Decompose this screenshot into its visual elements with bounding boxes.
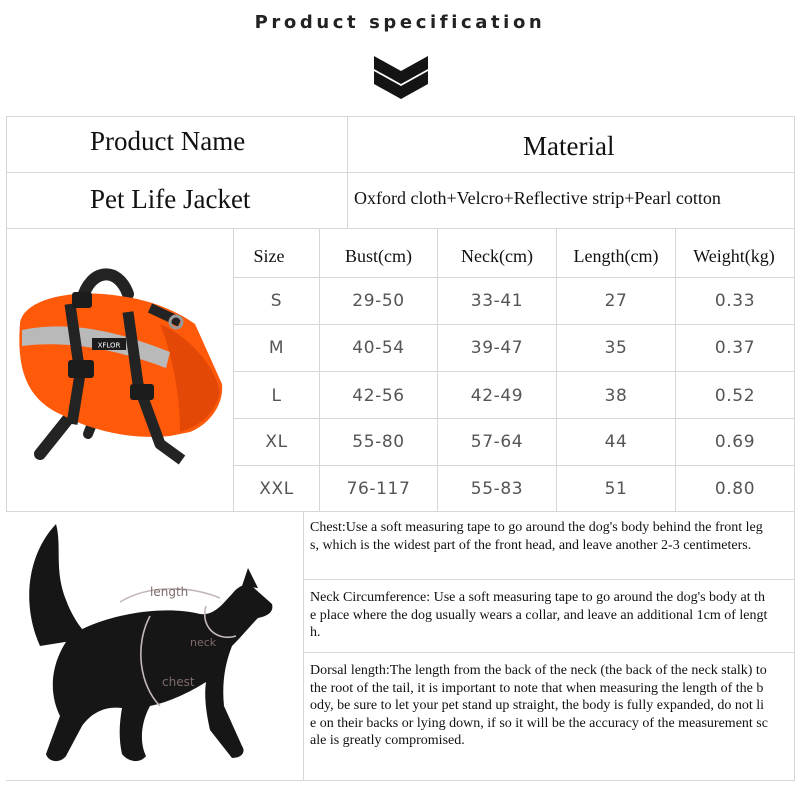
material-value: Oxford cloth+Velcro+Reflective strip+Pearl cotton (354, 188, 721, 208)
table-cell: 44 (604, 432, 628, 452)
col-header-weight: Weight(kg) (693, 246, 775, 266)
table-cell: 35 (604, 338, 628, 358)
chest-label: chest (162, 675, 195, 689)
material-header: Material (523, 131, 615, 161)
col-header-length: Length(cm) (573, 246, 659, 266)
table-cell: 57-64 (470, 432, 524, 452)
neck-instructions: Neck Circumference: Use a soft measuring tape to go around the dog's body at the place where the dog usually wears a collar, and leave an additional 1cm of length. (310, 590, 768, 641)
length-label: length (150, 585, 189, 599)
table-cell: L (271, 386, 282, 406)
table-cell: 38 (604, 386, 628, 406)
table-cell: 0.33 (714, 291, 756, 311)
table-cell: S (270, 291, 283, 311)
neck-label: neck (190, 636, 217, 649)
page-title: Product specification (254, 12, 546, 33)
table-cell: XL (265, 432, 288, 452)
table-cell: 29-50 (352, 291, 405, 311)
table-cell: 76-117 (346, 479, 411, 499)
table-cell: 55-80 (352, 432, 405, 452)
table-cell: 42-56 (352, 386, 405, 406)
double-chevron-down-icon (374, 54, 428, 102)
table-cell: 39-47 (470, 338, 524, 358)
table-cell: 40-54 (352, 338, 405, 358)
table-cell: XXL (259, 479, 294, 499)
product-name-value: Pet Life Jacket (90, 184, 251, 214)
product-name-header: Product Name (90, 126, 246, 156)
table-cell: 51 (604, 479, 628, 499)
table-cell: 0.80 (714, 479, 756, 499)
table-cell: 33-41 (470, 291, 524, 311)
table-cell: 0.52 (714, 386, 756, 406)
life-jacket-image (10, 264, 230, 474)
chest-instructions: Chest:Use a soft measuring tape to go around the dog's body behind the front legs, which is the widest part of the front head, and leave another 2-3 centimeters. (310, 520, 763, 553)
table-cell: 42-49 (470, 386, 524, 406)
table-cell: 0.37 (714, 338, 756, 358)
dog-measurement-image (10, 516, 300, 776)
table-cell: 27 (604, 291, 628, 311)
table-cell: 55-83 (470, 479, 524, 499)
table-cell: M (268, 338, 285, 358)
table-cell: 0.69 (714, 432, 756, 452)
col-header-size: Size (253, 246, 285, 266)
col-header-neck: Neck(cm) (461, 246, 533, 266)
brand-label: XFLOR (97, 341, 121, 350)
col-header-bust: Bust(cm) (345, 246, 412, 266)
dorsal-length-instructions: Dorsal length:The length from the back of the neck (the back of the neck stalk) to the root of the tail, it is important to note that when measuring the length of the body, be sure to let your pet stand up straight, the body is fully expanded, do not lie on their backs or lying down, if so it will be the accuracy of the measurement scale is greatly compromised. (310, 663, 768, 749)
